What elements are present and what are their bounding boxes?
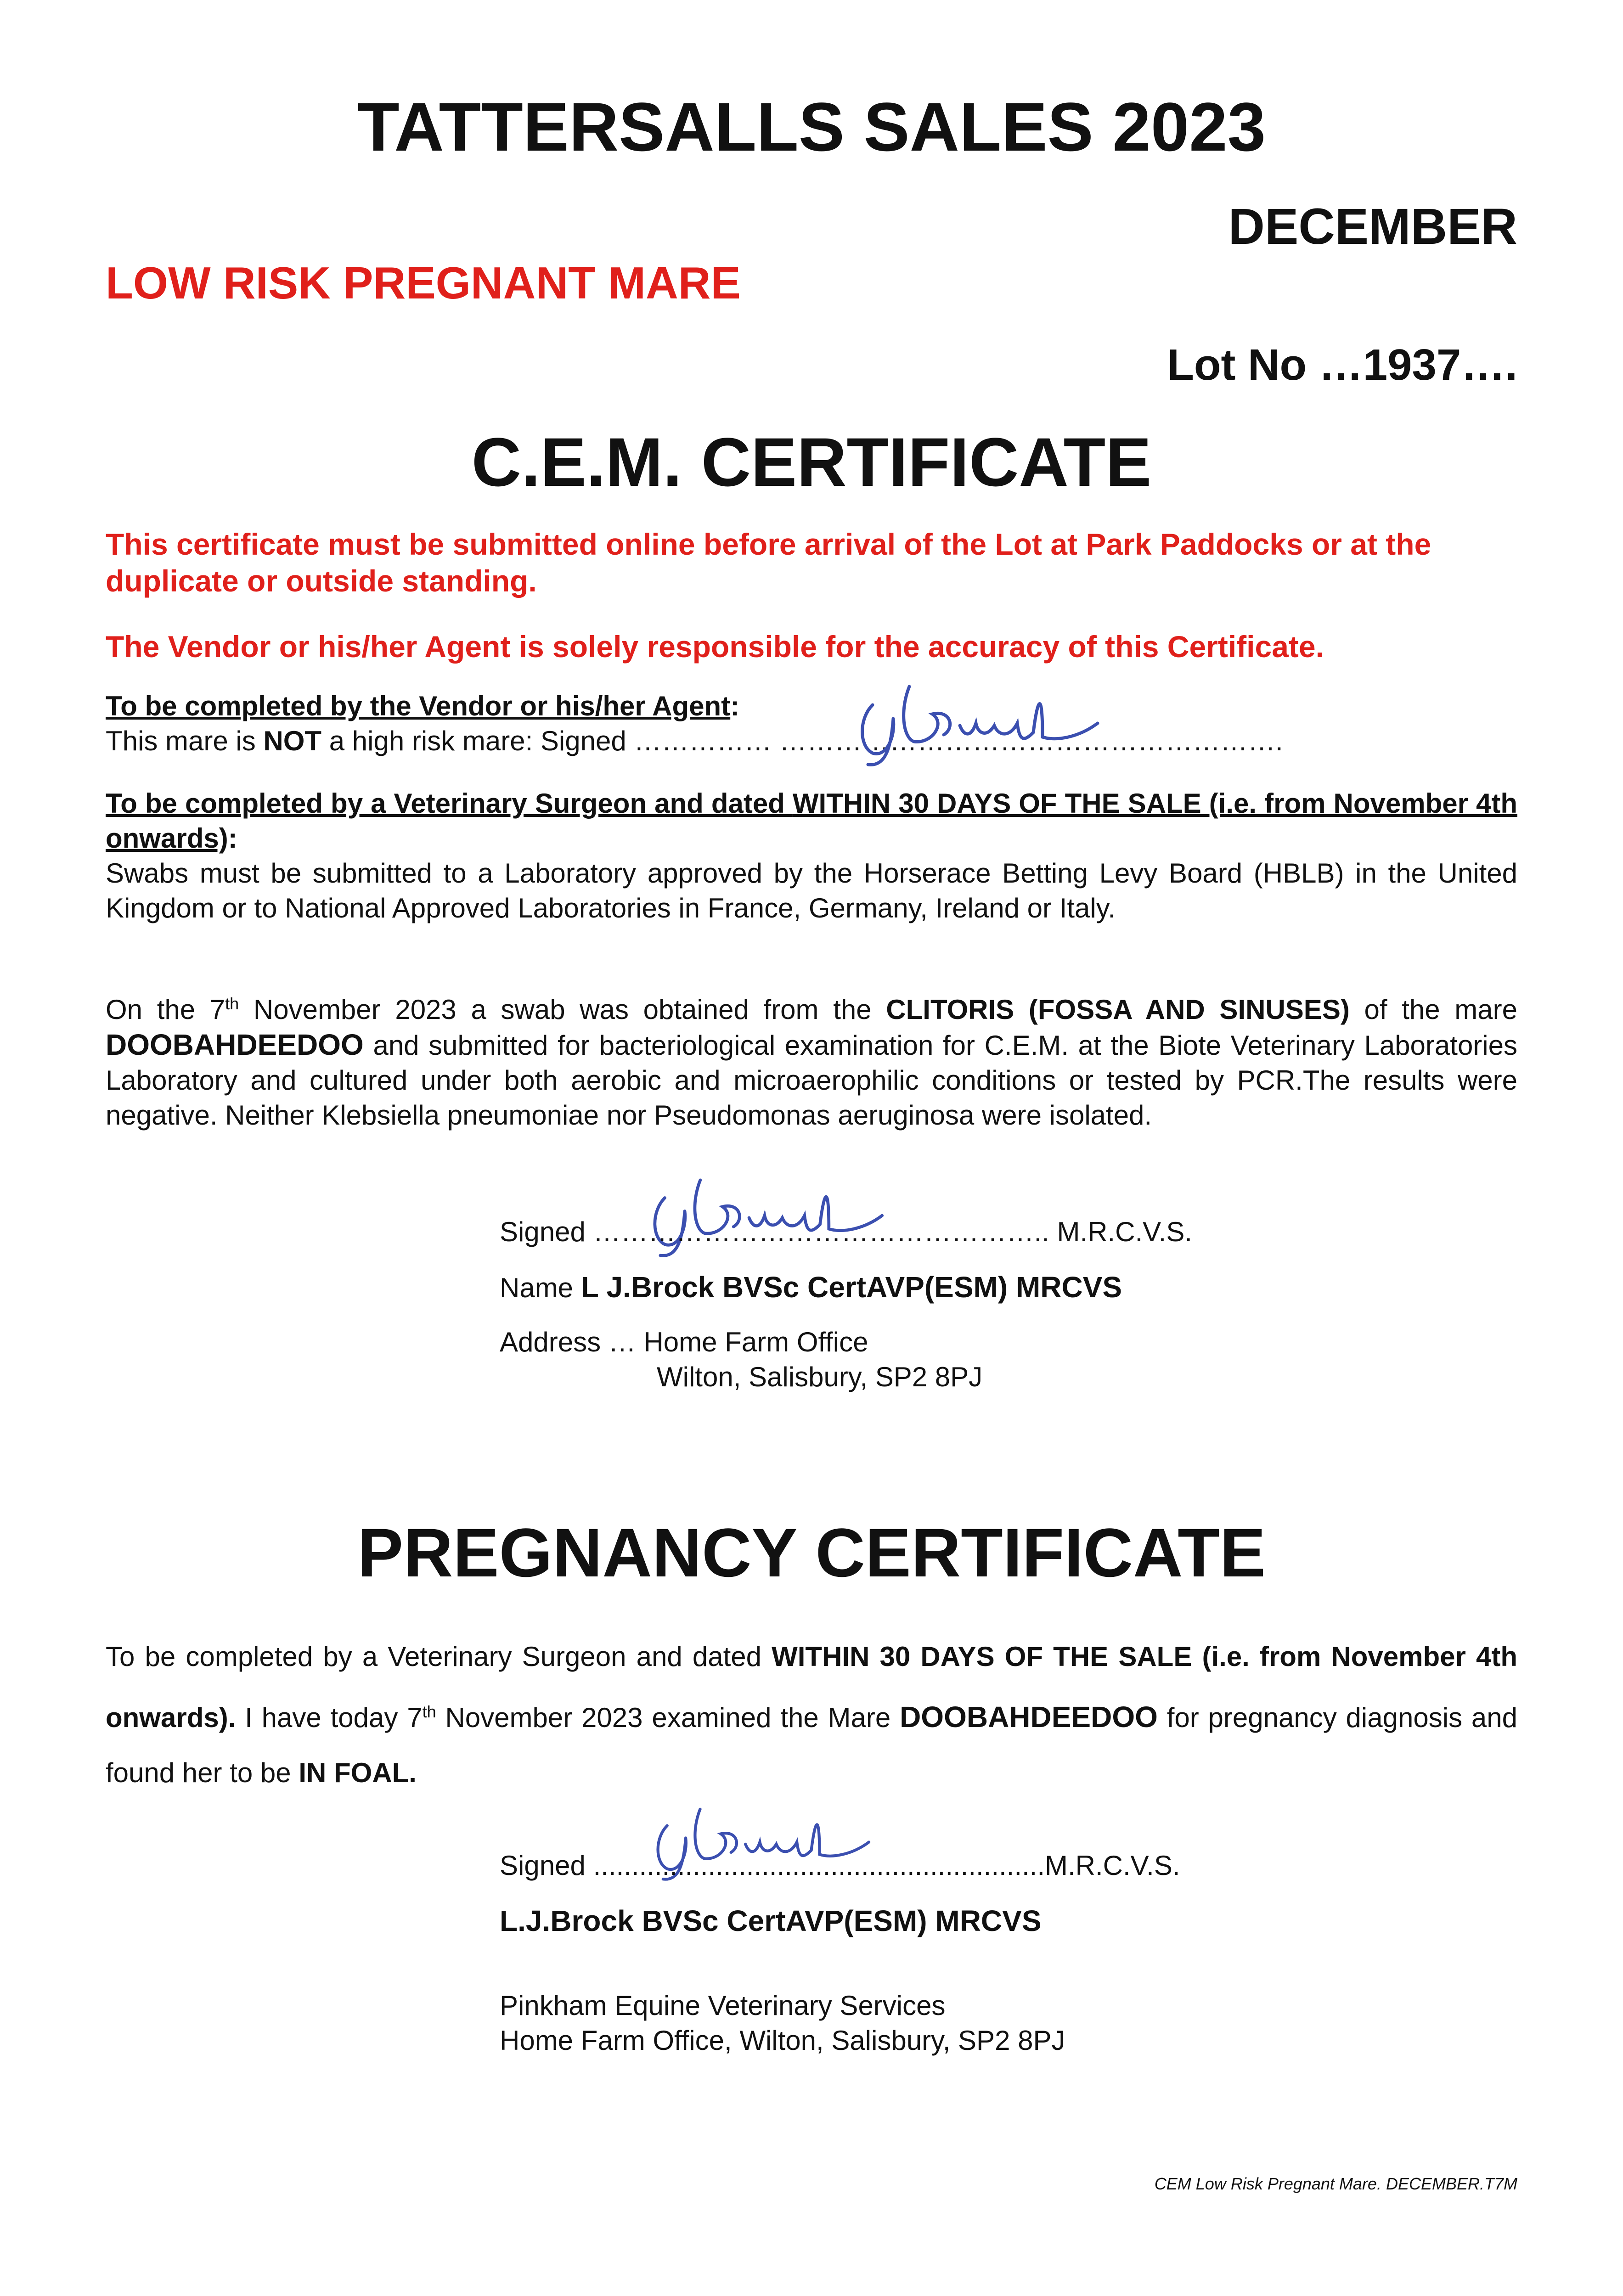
vendor-heading-line: To be completed by the Vendor or his/her Agent:	[106, 691, 740, 721]
cem-signed-line: Signed ………………………………………….. M.R.C.V.S.	[500, 1216, 1193, 1247]
pregnancy-mare-name: DOOBAHDEEDOO	[900, 1700, 1158, 1733]
pregnancy-vet-name: L.J.Brock BVSc CertAVP(ESM) MRCVS	[500, 1904, 1042, 1937]
vendor-section	[106, 689, 1517, 759]
vendor-declaration: This mare is NOT a high risk mare: Signed …………… ……………………………………………….	[106, 726, 1283, 756]
vendor-heading: To be completed by the Vendor or his/her Agent	[106, 691, 731, 721]
vet-heading-block	[106, 786, 1517, 926]
practice-name: Pinkham Equine Veterinary Services	[500, 1990, 946, 2021]
swab-note: Swabs must be submitted to a Laboratory approved by the Horserace Betting Levy Board (HBLB) in the United Kingdom or to National Approved Laboratories in France, Germany, Ireland or Italy.	[106, 858, 1517, 923]
cem-address: Address … Home Farm Office Wilton, Salisbury, SP2 8PJ	[500, 1327, 983, 1392]
vendor-responsibility-warning: The Vendor or his/her Agent is solely responsible for the accuracy of this Certificate.	[106, 630, 1324, 664]
vendor-signature	[840, 668, 1107, 769]
cem-title: C.E.M. CERTIFICATE	[471, 423, 1152, 501]
sale-month: DECEMBER	[1228, 198, 1517, 255]
mare-category: LOW RISK PREGNANT MARE	[106, 258, 741, 308]
pregnancy-paragraph: To be completed by a Veterinary Surgeon and dated WITHIN 30 DAYS OF THE SALE (i.e. from November 4th onwards). I have today 7th November 2023 examined the Mare DOOBAHDEEDOO for pregnancy diagnosis and found her to be IN FOAL.	[106, 1641, 1517, 1788]
submission-warning: This certificate must be submitted online before arrival of the Lot at Park Paddocks or at the duplicate or outside standing.	[106, 527, 1431, 598]
practice-address: Home Farm Office, Wilton, Salisbury, SP2 8PJ	[500, 2025, 1065, 2056]
pregnancy-title: PREGNANCY CERTIFICATE	[357, 1514, 1266, 1591]
vet-heading: To be completed by a Veterinary Surgeon and dated WITHIN 30 DAYS OF THE SALE (i.e. from November 4th onwards):	[106, 788, 1517, 854]
cem-vet-name-line: Name L J.Brock BVSc CertAVP(ESM) MRCVS	[500, 1271, 1122, 1304]
footer-code: CEM Low Risk Pregnant Mare. DECEMBER.T7M	[1154, 2174, 1517, 2193]
page-title: TATTERSALLS SALES 2023	[357, 88, 1266, 165]
lot-label: Lot No	[1167, 340, 1307, 389]
lot-number: …1937….	[1319, 340, 1517, 389]
lot-number-line	[1167, 340, 1517, 390]
cem-vet-name: L J.Brock BVSc CertAVP(ESM) MRCVS	[580, 1271, 1122, 1304]
cem-result-paragraph: On the 7th November 2023 a swab was obtained from the CLITORIS (FOSSA AND SINUSES) of the mare DOOBAHDEEDOO and submitted for bacteriological examination for C.E.M. at the Biote Veterinary Laboratories Laboratory and cultured under both aerobic and microaerophilic conditions or tested by PCR.The results were negative. Neither Klebsiella pneumoniae nor Pseudomonas aeruginosa were isolated.	[106, 994, 1518, 1131]
practice-details	[500, 1988, 1065, 2058]
mare-name: DOOBAHDEEDOO	[106, 1028, 364, 1061]
pregnancy-result: IN FOAL.	[299, 1757, 417, 1788]
pregnancy-signed-line: Signed ...........................................................M.R.C.V.S.	[500, 1850, 1180, 1881]
